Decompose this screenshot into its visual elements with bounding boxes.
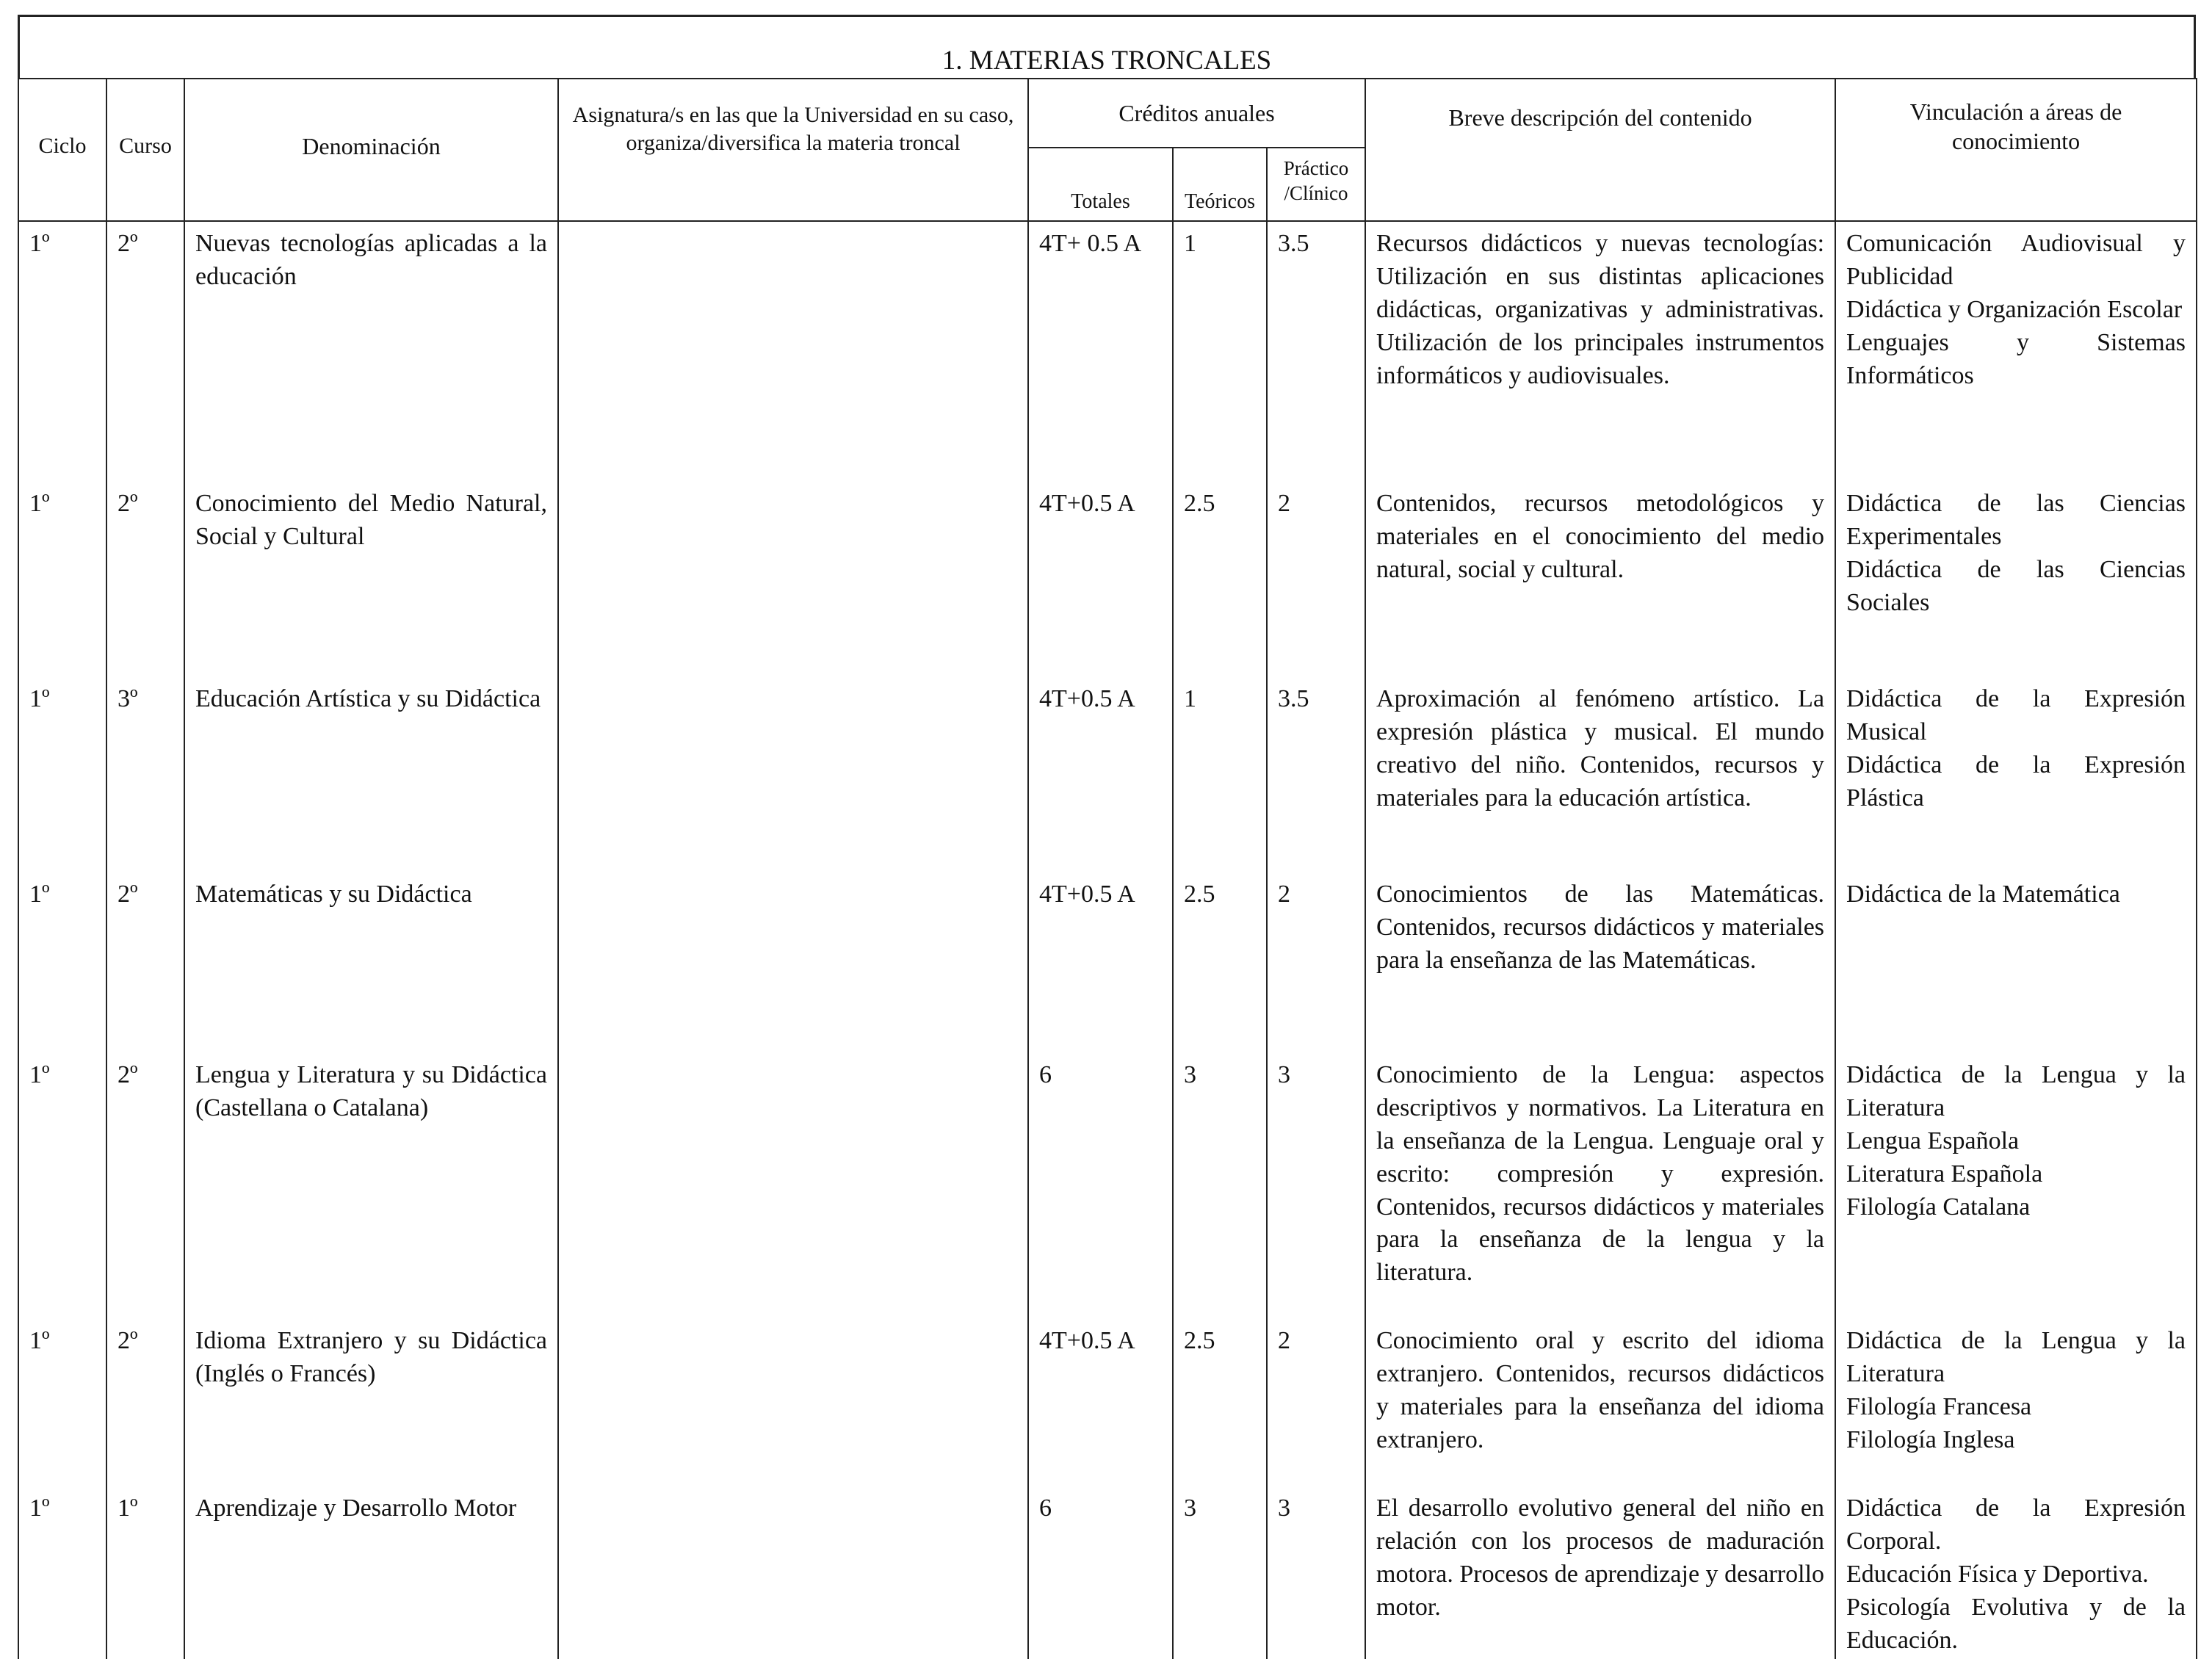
cell-teoricos: 1 [1173, 677, 1267, 872]
cell-vinculacion: Didáctica de la Expresión Corporal. Educación Física y Deportiva. Psicología Evolutiva y de la Educación. [1835, 1486, 2197, 1659]
cell-vinculacion: Didáctica de la Expresión Musical Didáctica de la Expresión Plástica [1835, 677, 2197, 872]
table-row [18, 1053, 2197, 1319]
cell-practico: 2 [1267, 872, 1365, 1053]
cell-teoricos: 2.5 [1173, 1319, 1267, 1486]
cell-curso: 2º [106, 872, 184, 1053]
cell-asignatura [558, 872, 1028, 1053]
cell-vinculacion: Didáctica de la Lengua y la Literatura Filología Francesa Filología Inglesa [1835, 1319, 2197, 1486]
cell-ciclo: 1º [18, 1486, 106, 1659]
cell-asignatura [558, 1486, 1028, 1659]
cell-asignatura [558, 482, 1028, 677]
cell-asignatura [558, 1319, 1028, 1486]
cell-curso: 2º [106, 1053, 184, 1319]
cell-ciclo: 1º [18, 482, 106, 677]
cell-denominacion: Nuevas tecnologías aplicadas a la educación [184, 221, 558, 482]
cell-descripcion: Contenidos, recursos metodológicos y materiales en el conocimiento del medio natural, social y cultural. [1365, 482, 1835, 677]
cell-practico: 2 [1267, 1319, 1365, 1486]
cell-descripcion: Conocimiento oral y escrito del idioma extranjero. Contenidos, recursos didácticos y materiales para la enseñanza del idioma extranjero. [1365, 1319, 1835, 1486]
header-descripcion: Breve descripción del contenido [1365, 79, 1835, 221]
materias-table [18, 78, 2197, 1659]
cell-asignatura [558, 1053, 1028, 1319]
cell-teoricos: 3 [1173, 1053, 1267, 1319]
table-row [18, 872, 2197, 1053]
cell-descripcion: Recursos didácticos y nuevas tecnologías: Utilización en sus distintas aplicaciones didácticas, organizativas y administrativas. Utilización de los principales instrumentos informáticos y audiovisuales. [1365, 221, 1835, 482]
header-creditos: Créditos anuales [1028, 79, 1365, 148]
cell-descripcion: Conocimientos de las Matemáticas. Contenidos, recursos didácticos y materiales para la enseñanza de las Matemáticas. [1365, 872, 1835, 1053]
cell-teoricos: 2.5 [1173, 872, 1267, 1053]
cell-ciclo: 1º [18, 872, 106, 1053]
cell-curso: 2º [106, 482, 184, 677]
header-curso: Curso [106, 79, 184, 221]
document-page [18, 15, 2196, 1654]
cell-totales: 4T+0.5 A [1028, 872, 1173, 1053]
header-asignatura: Asignatura/s en las que la Universidad en su caso, organiza/diversifica la materia troncal [558, 79, 1028, 221]
cell-practico: 3.5 [1267, 221, 1365, 482]
cell-totales: 4T+0.5 A [1028, 1319, 1173, 1486]
cell-denominacion: Conocimiento del Medio Natural, Social y Cultural [184, 482, 558, 677]
cell-teoricos: 1 [1173, 221, 1267, 482]
cell-descripcion: Aproximación al fenómeno artístico. La expresión plástica y musical. El mundo creativo del niño. Contenidos, recursos y materiales para la educación artística. [1365, 677, 1835, 872]
cell-ciclo: 1º [18, 221, 106, 482]
cell-ciclo: 1º [18, 1053, 106, 1319]
cell-totales: 4T+0.5 A [1028, 677, 1173, 872]
cell-denominacion: Matemáticas y su Didáctica [184, 872, 558, 1053]
cell-practico: 3 [1267, 1486, 1365, 1659]
cell-practico: 3.5 [1267, 677, 1365, 872]
cell-curso: 2º [106, 1319, 184, 1486]
cell-curso: 1º [106, 1486, 184, 1659]
cell-vinculacion: Comunicación Audiovisual y Publicidad Didáctica y Organización Escolar Lenguajes y Sistemas Informáticos [1835, 221, 2197, 482]
cell-totales: 4T+ 0.5 A [1028, 221, 1173, 482]
header-teoricos: Teóricos [1173, 148, 1267, 221]
cell-denominacion: Educación Artística y su Didáctica [184, 677, 558, 872]
table-row [18, 677, 2197, 872]
cell-curso: 3º [106, 677, 184, 872]
cell-practico: 3 [1267, 1053, 1365, 1319]
cell-descripcion: El desarrollo evolutivo general del niño en relación con los procesos de maduración motora. Procesos de aprendizaje y desarrollo motor. [1365, 1486, 1835, 1659]
section-title: 1. MATERIAS TRONCALES [18, 15, 2196, 78]
cell-practico: 2 [1267, 482, 1365, 677]
cell-vinculacion: Didáctica de las Ciencias Experimentales Didáctica de las Ciencias Sociales [1835, 482, 2197, 677]
cell-denominacion: Aprendizaje y Desarrollo Motor [184, 1486, 558, 1659]
cell-curso: 2º [106, 221, 184, 482]
cell-teoricos: 2.5 [1173, 482, 1267, 677]
header-vinculacion: Vinculación a áreas de conocimiento [1835, 79, 2197, 221]
cell-totales: 6 [1028, 1053, 1173, 1319]
cell-vinculacion: Didáctica de la Lengua y la Literatura Lengua Española Literatura Española Filología Catalana [1835, 1053, 2197, 1319]
cell-totales: 4T+0.5 A [1028, 482, 1173, 677]
table-row [18, 482, 2197, 677]
cell-denominacion: Lengua y Literatura y su Didáctica (Castellana o Catalana) [184, 1053, 558, 1319]
cell-vinculacion: Didáctica de la Matemática [1835, 872, 2197, 1053]
header-denominacion: Denominación [184, 79, 558, 221]
cell-teoricos: 3 [1173, 1486, 1267, 1659]
header-practico: Práctico /Clínico [1267, 148, 1365, 221]
table-row [18, 1486, 2197, 1659]
table-row [18, 1319, 2197, 1486]
cell-denominacion: Idioma Extranjero y su Didáctica (Inglés o Francés) [184, 1319, 558, 1486]
cell-ciclo: 1º [18, 677, 106, 872]
header-totales: Totales [1028, 148, 1173, 221]
table-row [18, 221, 2197, 482]
cell-asignatura [558, 677, 1028, 872]
cell-descripcion: Conocimiento de la Lengua: aspectos descriptivos y normativos. La Literatura en la enseñanza de la Lengua. Lenguaje oral y escrito: compresión y expresión. Contenidos, recursos didácticos y materiales para la enseñanza de la lengua y la literatura. [1365, 1053, 1835, 1319]
cell-asignatura [558, 221, 1028, 482]
cell-ciclo: 1º [18, 1319, 106, 1486]
header-ciclo: Ciclo [18, 79, 106, 221]
cell-totales: 6 [1028, 1486, 1173, 1659]
